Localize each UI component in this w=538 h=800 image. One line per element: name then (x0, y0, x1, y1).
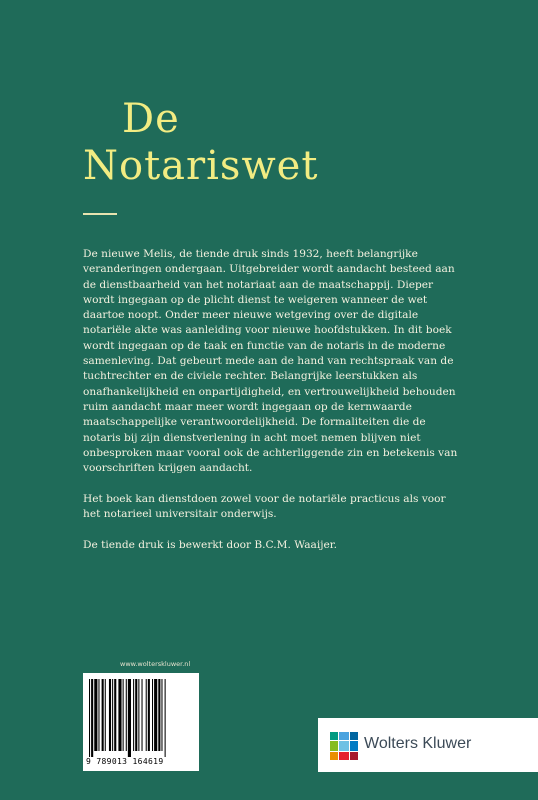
publisher-website: www.wolterskluwer.nl (120, 660, 191, 668)
title-divider (83, 213, 117, 215)
title-line-1: De (122, 96, 180, 142)
title-line-2: Notariswet (83, 143, 319, 189)
blurb-paragraph-2: Het boek kan dienstdoen zowel voor de notariële practicus als voor het notarieel universitair onderwijs. (83, 492, 446, 521)
isbn-digits: 9 789013 164619 (86, 757, 164, 766)
wolters-kluwer-logo-icon (330, 732, 358, 760)
blurb (83, 247, 463, 568)
barcode-icon (89, 679, 193, 757)
blurb-paragraph-1: De nieuwe Melis, de tiende druk sinds 1932, heeft belangrijke veranderingen ondergaan. Uitgebreider wordt aandacht besteed aan de dienstbaarheid van het notariaat aan de maatschappij. Dieper wordt ingegaan op de plicht dienst te weigeren wanneer de wet daartoe noopt. Onder meer nieuwe wetgeving over de digitale notariële akte was aanleiding voor nieuwe hoofdstukken. In dit boek wordt ingegaan op de taak en functie van de notaris in de moderne samenleving. Dat gebeurt mede aan de hand van rechtspraak van de tuchtrechter en de civiele rechter. Belangrijke leerstukken als onafhankelijkheid en onpartijdigheid, en vertrouwelijkheid behouden ruim aandacht maar meer wordt ingegaan op de kernwaarde maatschappelijke verantwoordelijkheid. De formaliteiten die de notaris bij zijn dienstverlening in acht moet nemen blijven niet onbesproken maar vooral ook de achterliggende zin en betekenis van voorschriften krijgen aandacht. (83, 248, 458, 475)
publisher-logo-box (318, 718, 538, 772)
book-title (83, 96, 318, 190)
publisher-name: Wolters Kluwer (364, 735, 472, 752)
blurb-paragraph-3: De tiende druk is bewerkt door B.C.M. Waaijer. (83, 538, 338, 551)
barcode (83, 673, 199, 771)
